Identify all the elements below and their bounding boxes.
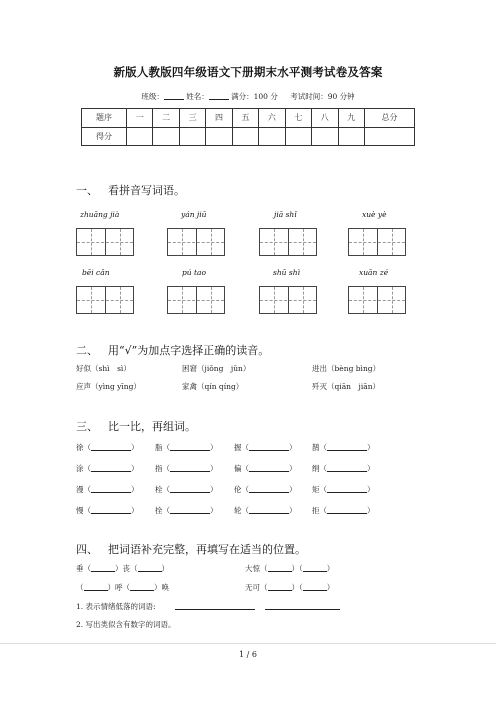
- answer-blank[interactable]: [303, 582, 327, 591]
- score-table: [81, 108, 415, 146]
- pinyin-label: yán jiū: [181, 210, 207, 219]
- answer-blank[interactable]: [303, 563, 327, 572]
- score-header-cell: 八: [312, 109, 338, 128]
- score-cell[interactable]: [259, 127, 285, 146]
- answer-blank[interactable]: [170, 505, 210, 514]
- section-number: 一、: [76, 184, 98, 197]
- answer-blank[interactable]: [91, 563, 115, 572]
- reading-item[interactable]: 家禽（qín qíng）: [182, 382, 244, 391]
- idiom-fill: 无可（ ）（ ）: [245, 583, 335, 592]
- writing-grid[interactable]: [76, 228, 134, 256]
- answer-blank[interactable]: [91, 484, 131, 493]
- compare-item: 握（ ）: [234, 443, 297, 452]
- score-header-cell: 总分: [364, 109, 414, 128]
- answer-blank[interactable]: [249, 484, 289, 493]
- compare-item: 栓（ ）: [155, 485, 218, 494]
- score-cell[interactable]: [312, 127, 338, 146]
- writing-grid[interactable]: [259, 228, 317, 256]
- score-header-cell: 五: [232, 109, 258, 128]
- compare-item: 拴（ ）: [155, 506, 218, 515]
- score-header-cell: 七: [285, 109, 311, 128]
- section-number: 四、: [76, 543, 98, 556]
- question-2: 2. 写出类似含有数字的词语。: [76, 620, 176, 629]
- answer-line[interactable]: [175, 609, 255, 610]
- answer-blank[interactable]: [249, 442, 289, 451]
- compare-item: 偏（ ）: [234, 464, 297, 473]
- answer-blank[interactable]: [91, 463, 131, 472]
- question-1: 1. 表示情绪低落的词语:: [76, 602, 156, 611]
- section-number: 二、: [76, 344, 98, 357]
- idiom-fill: 垂（ ）丧（ ）: [76, 564, 169, 573]
- compare-item: 指（ ）: [155, 464, 218, 473]
- answer-blank[interactable]: [249, 505, 289, 514]
- idiom-fill: （ ）呼（ ）唤: [76, 583, 169, 592]
- score-header-cell: 六: [259, 109, 285, 128]
- footer-divider: [0, 643, 496, 644]
- class-label: 班级：: [141, 92, 164, 101]
- section-number: 三、: [76, 420, 98, 433]
- answer-line[interactable]: [265, 609, 340, 610]
- full-score: 满分：100 分: [231, 92, 278, 101]
- page-title: 新版人教版四年级语文下册期末水平测考试卷及答案: [113, 65, 383, 79]
- answer-blank[interactable]: [327, 463, 367, 472]
- compare-item: 鹊（ ）: [312, 443, 375, 452]
- answer-blank[interactable]: [91, 442, 131, 451]
- compare-item: 伦（ ）: [234, 485, 297, 494]
- writing-grid[interactable]: [76, 286, 134, 314]
- writing-grid[interactable]: [167, 286, 225, 314]
- section-text: 比一比，再组词。: [108, 420, 196, 433]
- writing-grid[interactable]: [348, 228, 406, 256]
- compare-item: 慢（ ）: [76, 506, 139, 515]
- score-cell[interactable]: [153, 127, 179, 146]
- section-text: 看拼音写词语。: [108, 184, 185, 197]
- section-4-heading: [76, 541, 306, 557]
- answer-blank[interactable]: [268, 563, 292, 572]
- score-header-cell: 一: [127, 109, 153, 128]
- compare-item: 漫（ ）: [76, 485, 139, 494]
- answer-blank[interactable]: [327, 442, 367, 451]
- score-cell[interactable]: [364, 127, 414, 146]
- answer-blank[interactable]: [268, 582, 292, 591]
- score-header-cell: 九: [338, 109, 364, 128]
- class-blank[interactable]: [164, 91, 184, 100]
- writing-grid[interactable]: [259, 286, 317, 314]
- answer-blank[interactable]: [170, 484, 210, 493]
- pinyin-label: pú tao: [182, 268, 207, 277]
- pinyin-label: bēi cǎn: [82, 268, 110, 277]
- score-cell[interactable]: [285, 127, 311, 146]
- score-header-cell: 二: [153, 109, 179, 128]
- reading-item[interactable]: 歼灭（qiān jiān）: [312, 382, 381, 391]
- section-text: 把词语补充完整，再填写在适当的位置。: [108, 543, 306, 556]
- exam-time: 考试时间：90 分钟: [290, 92, 355, 101]
- score-header-cell: 四: [206, 109, 232, 128]
- section-2-heading: [76, 342, 269, 358]
- compare-item: 绢（ ）: [312, 464, 375, 473]
- answer-blank[interactable]: [170, 463, 210, 472]
- score-header-cell: 三: [179, 109, 205, 128]
- answer-blank[interactable]: [130, 582, 154, 591]
- score-cell[interactable]: [232, 127, 258, 146]
- pinyin-label: xuān zé: [359, 268, 389, 277]
- answer-blank[interactable]: [327, 505, 367, 514]
- exam-info: [0, 91, 496, 102]
- compare-item: 徐（ ）: [76, 443, 139, 452]
- reading-item[interactable]: 应声（yìng yīng）: [76, 382, 141, 391]
- reading-item[interactable]: 进出（bèng bìng）: [312, 364, 381, 373]
- section-3-heading: [76, 418, 196, 434]
- answer-blank[interactable]: [327, 484, 367, 493]
- writing-grid[interactable]: [348, 286, 406, 314]
- score-value-row: [82, 127, 415, 146]
- compare-item: 轮（ ）: [234, 506, 297, 515]
- compare-item: 矩（ ）: [312, 485, 375, 494]
- compare-item: 涂（ ）: [76, 464, 139, 473]
- score-header-row: [82, 109, 415, 128]
- section-1-heading: [76, 182, 185, 198]
- pinyin-label: xuè yè: [362, 210, 387, 219]
- pinyin-label: jiā shǐ: [274, 210, 297, 219]
- pinyin-label: zhuāng jià: [80, 210, 120, 219]
- name-blank[interactable]: [209, 91, 229, 100]
- score-cell[interactable]: [338, 127, 364, 146]
- score-cell[interactable]: [206, 127, 232, 146]
- score-row-label: 得分: [82, 127, 127, 146]
- answer-blank[interactable]: [170, 442, 210, 451]
- writing-grid[interactable]: [167, 228, 225, 256]
- page-number: 1 / 6: [239, 650, 257, 659]
- compare-item: 拒（ ）: [312, 506, 375, 515]
- pinyin-label: shū shì: [273, 268, 300, 277]
- compare-item: 脂（ ）: [155, 443, 218, 452]
- reading-item[interactable]: 好似（shì sì）: [76, 364, 131, 373]
- score-cell[interactable]: [179, 127, 205, 146]
- answer-blank[interactable]: [91, 505, 131, 514]
- answer-blank[interactable]: [84, 582, 108, 591]
- score-cell[interactable]: [127, 127, 153, 146]
- idiom-fill: 大惊（ ）（ ）: [245, 564, 335, 573]
- section-text: 用“√”为加点字选择正确的读音。: [108, 344, 270, 357]
- answer-blank[interactable]: [249, 463, 289, 472]
- name-label: 姓名：: [186, 92, 209, 101]
- reading-item[interactable]: 困窘（jiǒng jǔn）: [182, 364, 251, 373]
- score-header-cell: 题序: [82, 109, 127, 128]
- answer-blank[interactable]: [138, 563, 162, 572]
